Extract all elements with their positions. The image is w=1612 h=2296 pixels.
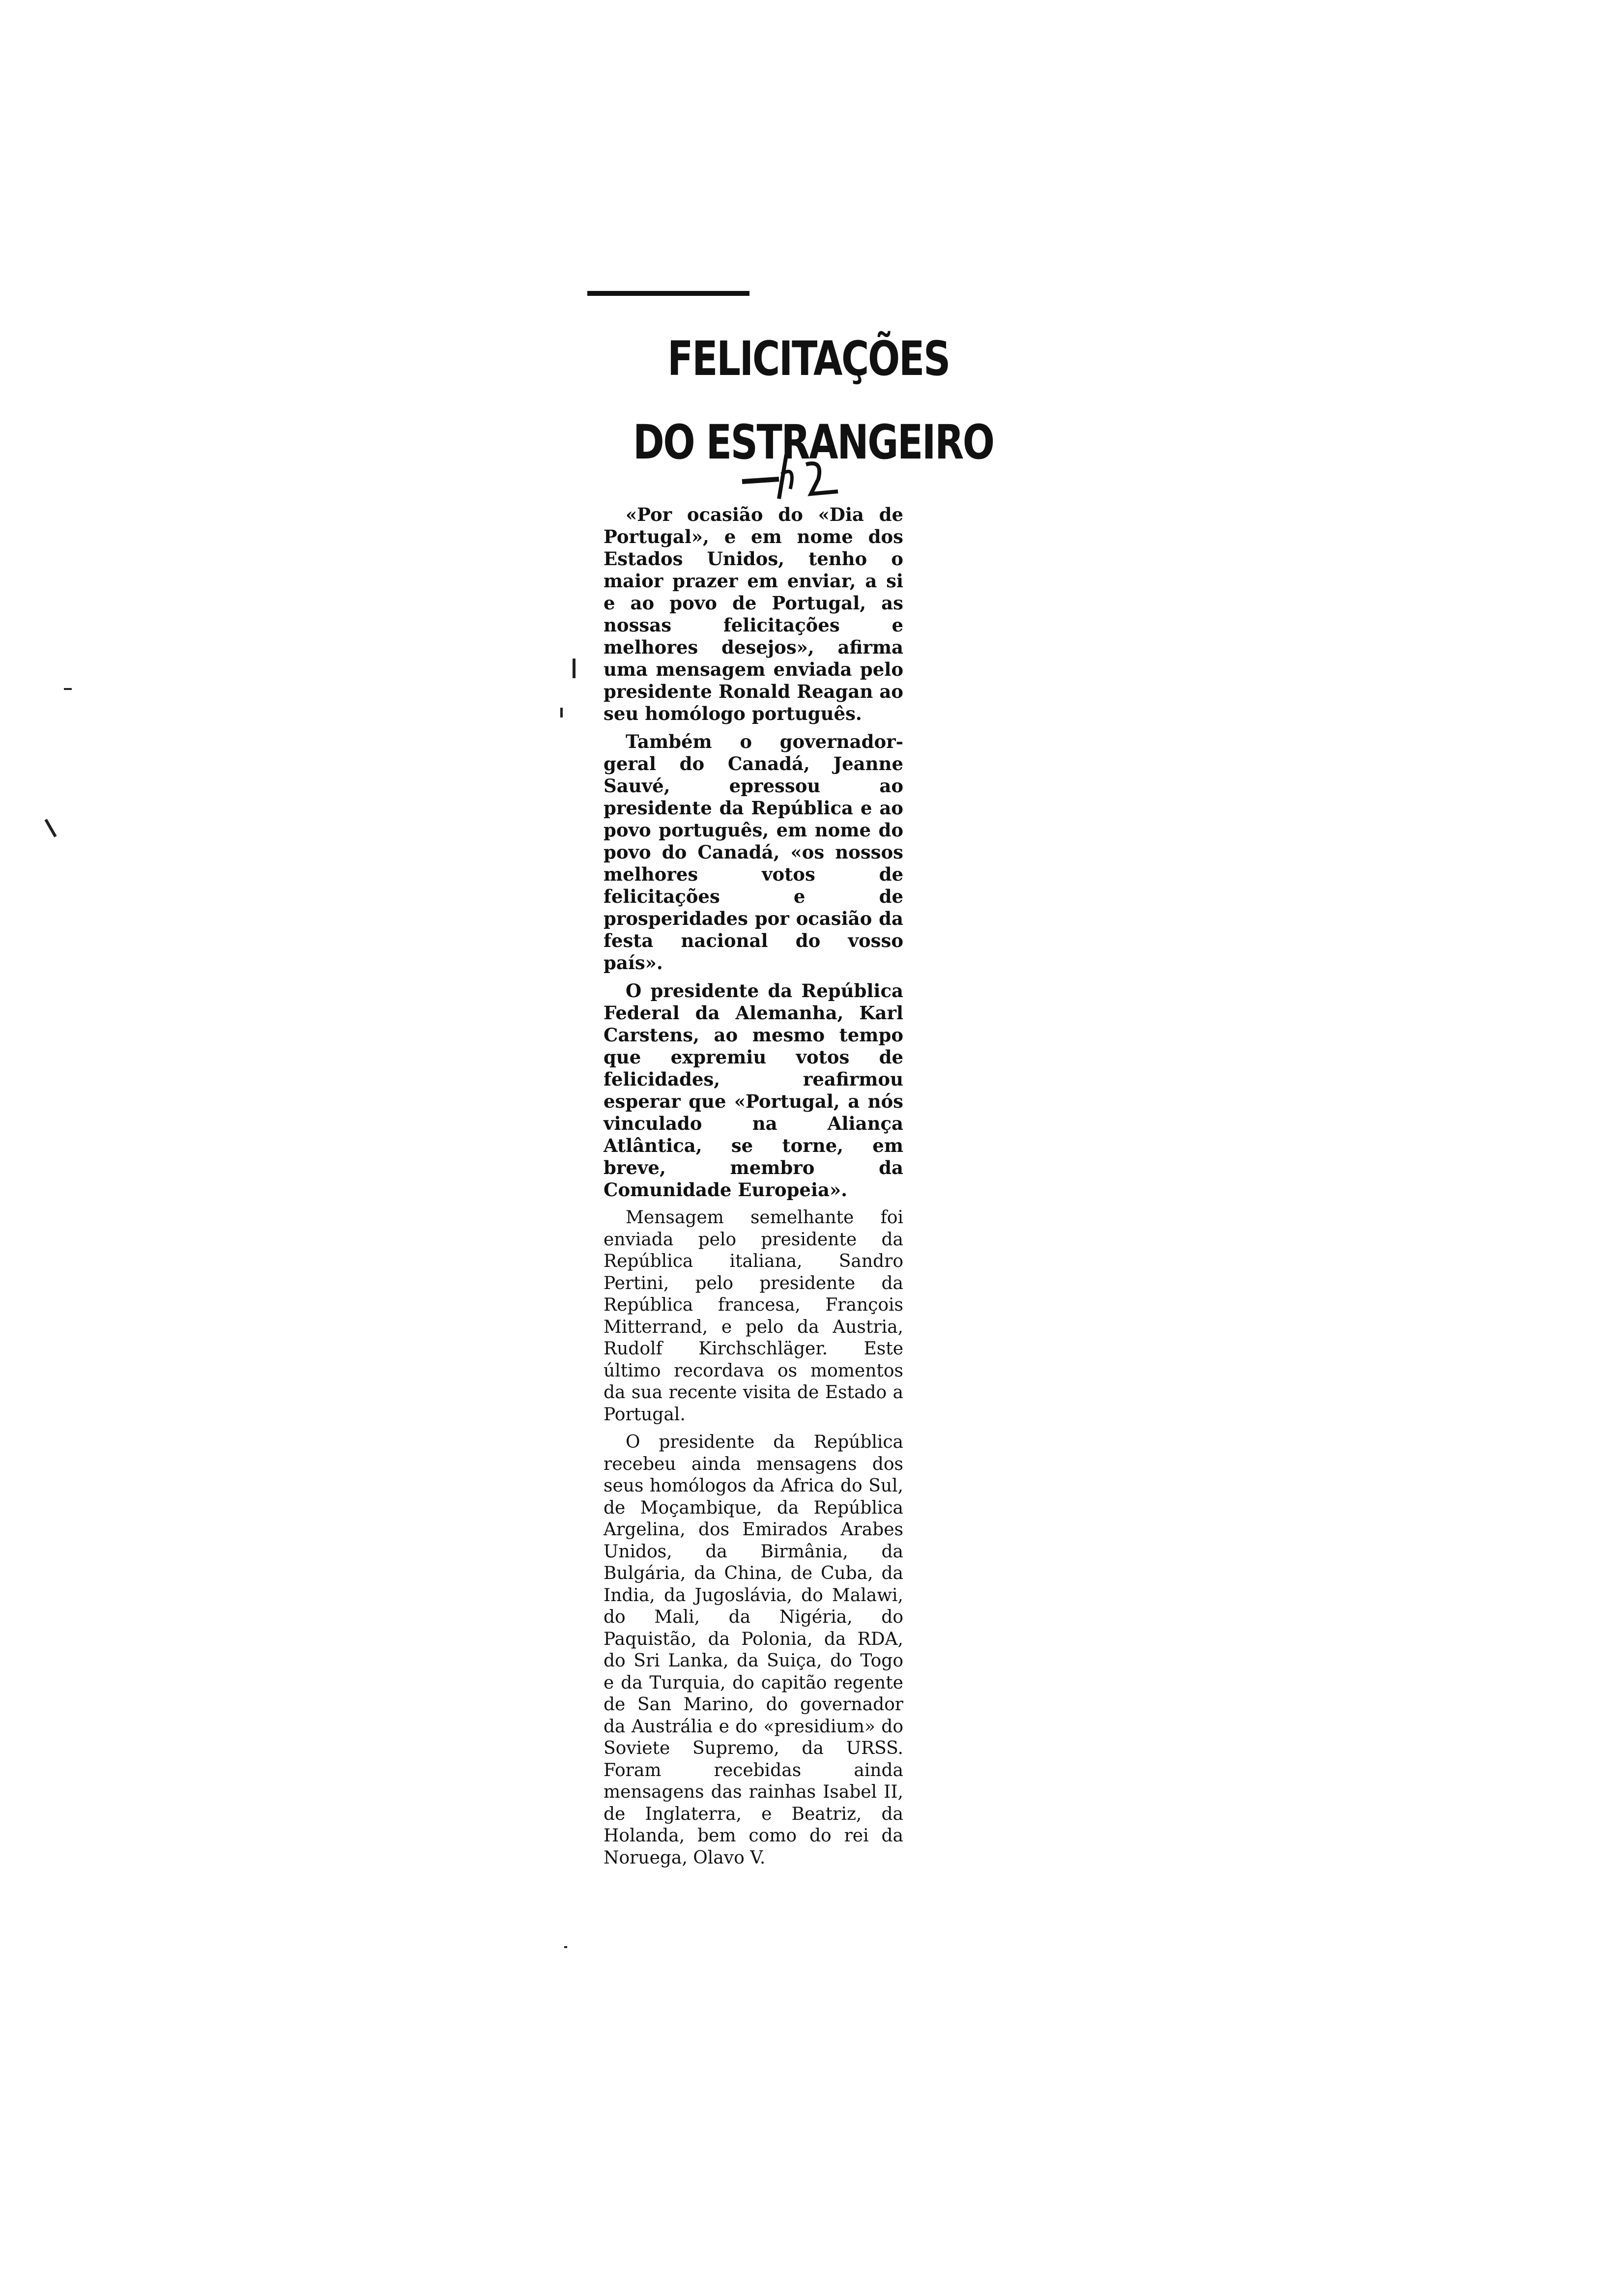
- article-body: [604, 504, 923, 1869]
- headline-line-2: DO ESTRANGEIRO: [633, 415, 994, 470]
- scan-speck: [573, 659, 576, 678]
- paragraph-canada: Também o governador-geral do Canadá, Jeanne Sauvé, epressou ao presidente da República e ao povo português, em nome do povo do Canadá, «os nossos melhores votos de felicitações e de prosperidades por ocasião da festa nacional do vosso país».: [604, 731, 903, 974]
- paragraph-reagan: «Por ocasião do «Dia de Portugal», e em nome dos Estados Unidos, tenho o maior prazer em enviar, a si e ao povo de Portugal, as nossas felicitações e melhores desejos», afirma uma mensagem enviada pelo presidente Ronald Reagan ao seu homólogo português.: [604, 504, 903, 724]
- headline-line-1: FELICITAÇÕES: [667, 331, 950, 386]
- scan-speck: [560, 708, 563, 718]
- paragraph-other-messages: O presidente da República recebeu ainda mensagens dos seus homólogos da Africa do Sul, de Moçambique, da República Argelina, dos Emirados Arabes Unidos, da Birmânia, da Bulgária, da China, de Cuba, da India, da Jugoslávia, do Malawi, do Mali, da Nigéria, do Paquistão, da Polonia, da RDA, do Sri Lanka, da Suiça, do Togo e da Turquia, do capitão regente de San Marino, do governador da Austrália e do «presidium» do Soviete Supremo, da URSS. Foram recebidas ainda mensagens das rainhas Isabel II, de Inglaterra, e Beatriz, da Holanda, bem como do rei da Noruega, Olavo V.: [604, 1432, 903, 1868]
- scan-speck: [564, 1946, 567, 1948]
- scan-speck: [44, 819, 57, 837]
- article-column: [604, 317, 994, 1875]
- scan-speck: [64, 688, 72, 690]
- paragraph-germany: O presidente da República Federal da Alemanha, Karl Carstens, ao mesmo tempo que expremiu votos de felicidades, reafirmou esperar que «Portugal, a nós vinculado na Aliança Atlântica, se torne, em breve, membro da Comunidade Europeia».: [604, 980, 903, 1201]
- paragraph-italy-france-austria: Mensagem semelhante foi enviada pelo presidente da República italiana, Sandro Pertini, pelo presidente da República francesa, François Mitterrand, e pelo da Austria, Rudolf Kirchschläger. Este último recordava os momentos da sua recente visita de Estado a Portugal.: [604, 1207, 903, 1425]
- top-rule: [587, 291, 749, 296]
